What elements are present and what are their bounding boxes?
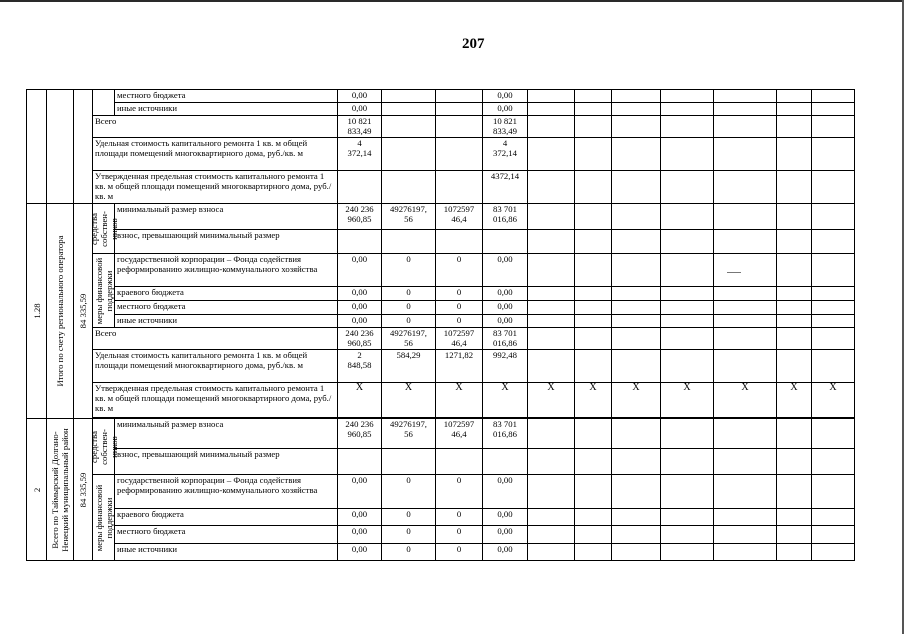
group-own-funds: средства собствен-ников [93, 419, 115, 475]
table-row: взнос, превышающий минимальный размер [27, 230, 855, 254]
table-row: местного бюджета 0,00 0,00 [27, 90, 855, 103]
table-row: иные источники 0,00 0 0 0,00 [27, 544, 855, 561]
table-row: Всего 240 236 960,85 49276197, 56 1072597 46,4 83 701 016,86 [27, 328, 855, 350]
table-row: меры финансовой поддержки государственной корпорации – Фонда содействия реформированию жилищно-коммунального хозяйства 0,00 0 0 0,00 [27, 475, 855, 509]
table-row: Утвержденная предельная стоимость капитального ремонта 1 кв. м общей площади помещений многоквартирного дома, руб./кв. м 4372,14 [27, 171, 855, 204]
table-row: краевого бюджета 0,00 0 0 0,00 [27, 287, 855, 301]
section-title-2: Всего по Таймырский Долгано-Ненецкий муниципальный район [47, 419, 74, 561]
page-number: 207 [462, 36, 485, 52]
section-title-1-28: Итого по счету регионального оператора [47, 204, 74, 419]
table-row: краевого бюджета 0,00 0 0 0,00 [27, 509, 855, 526]
row-index-2: 2 [27, 419, 47, 561]
scan-edge-top [0, 0, 904, 2]
table-row: меры финансовой поддержки государственной корпорации – Фонда содействия реформированию жилищно-коммунального хозяйства 0,00 0 0 0,00 [27, 254, 855, 287]
area-1-28: 84 335,59 [74, 204, 93, 419]
group-own-funds: средства собствен-ников [93, 204, 115, 254]
table-row: Удельная стоимость капитального ремонта 1 кв. м общей площади помещений многоквартирного дома, руб./кв. м 4 372,14 4 372,14 [27, 138, 855, 171]
table-row: Удельная стоимость капитального ремонта 1 кв. м общей площади помещений многоквартирного дома, руб./кв. м 2 848,58 584,29 1271,82 992,48 [27, 350, 855, 383]
area-2: 84 335,59 [74, 419, 93, 561]
table-row: Всего 10 821 833,49 10 821 833,49 [27, 116, 855, 138]
financing-table [26, 89, 855, 561]
table-row: 1.28 Итого по счету регионального оператора 84 335,59 средства собствен-ников минимальный размер взноса 240 236 960,85 49276197, 56 1072597 46,4 83 701 016,86 [27, 204, 855, 230]
table-row: 2 Всего по Таймырский Долгано-Ненецкий муниципальный район 84 335,59 средства собствен-ников минимальный размер взноса 240 236 960,85 49276197, 56 1072597 46,4 83 701 016,86 [27, 419, 855, 449]
table-row: Утвержденная предельная стоимость капитального ремонта 1 кв. м общей площади помещений многоквартирного дома, руб./кв. м Х Х Х Х Х Х Х Х Х Х Х [27, 383, 855, 418]
table-row: местного бюджета 0,00 0 0 0,00 [27, 526, 855, 544]
row-index-1-28: 1.28 [27, 204, 47, 419]
table-row: иные источники 0,00 0,00 [27, 103, 855, 116]
group-financial-support: меры финансовой поддержки [93, 475, 115, 561]
group-financial-support: меры финансовой поддержки [93, 254, 115, 328]
table-row: иные источники 0,00 0 0 0,00 [27, 315, 855, 328]
table-row: взнос, превышающий минимальный размер [27, 449, 855, 475]
table-row: местного бюджета 0,00 0 0 0,00 [27, 301, 855, 315]
